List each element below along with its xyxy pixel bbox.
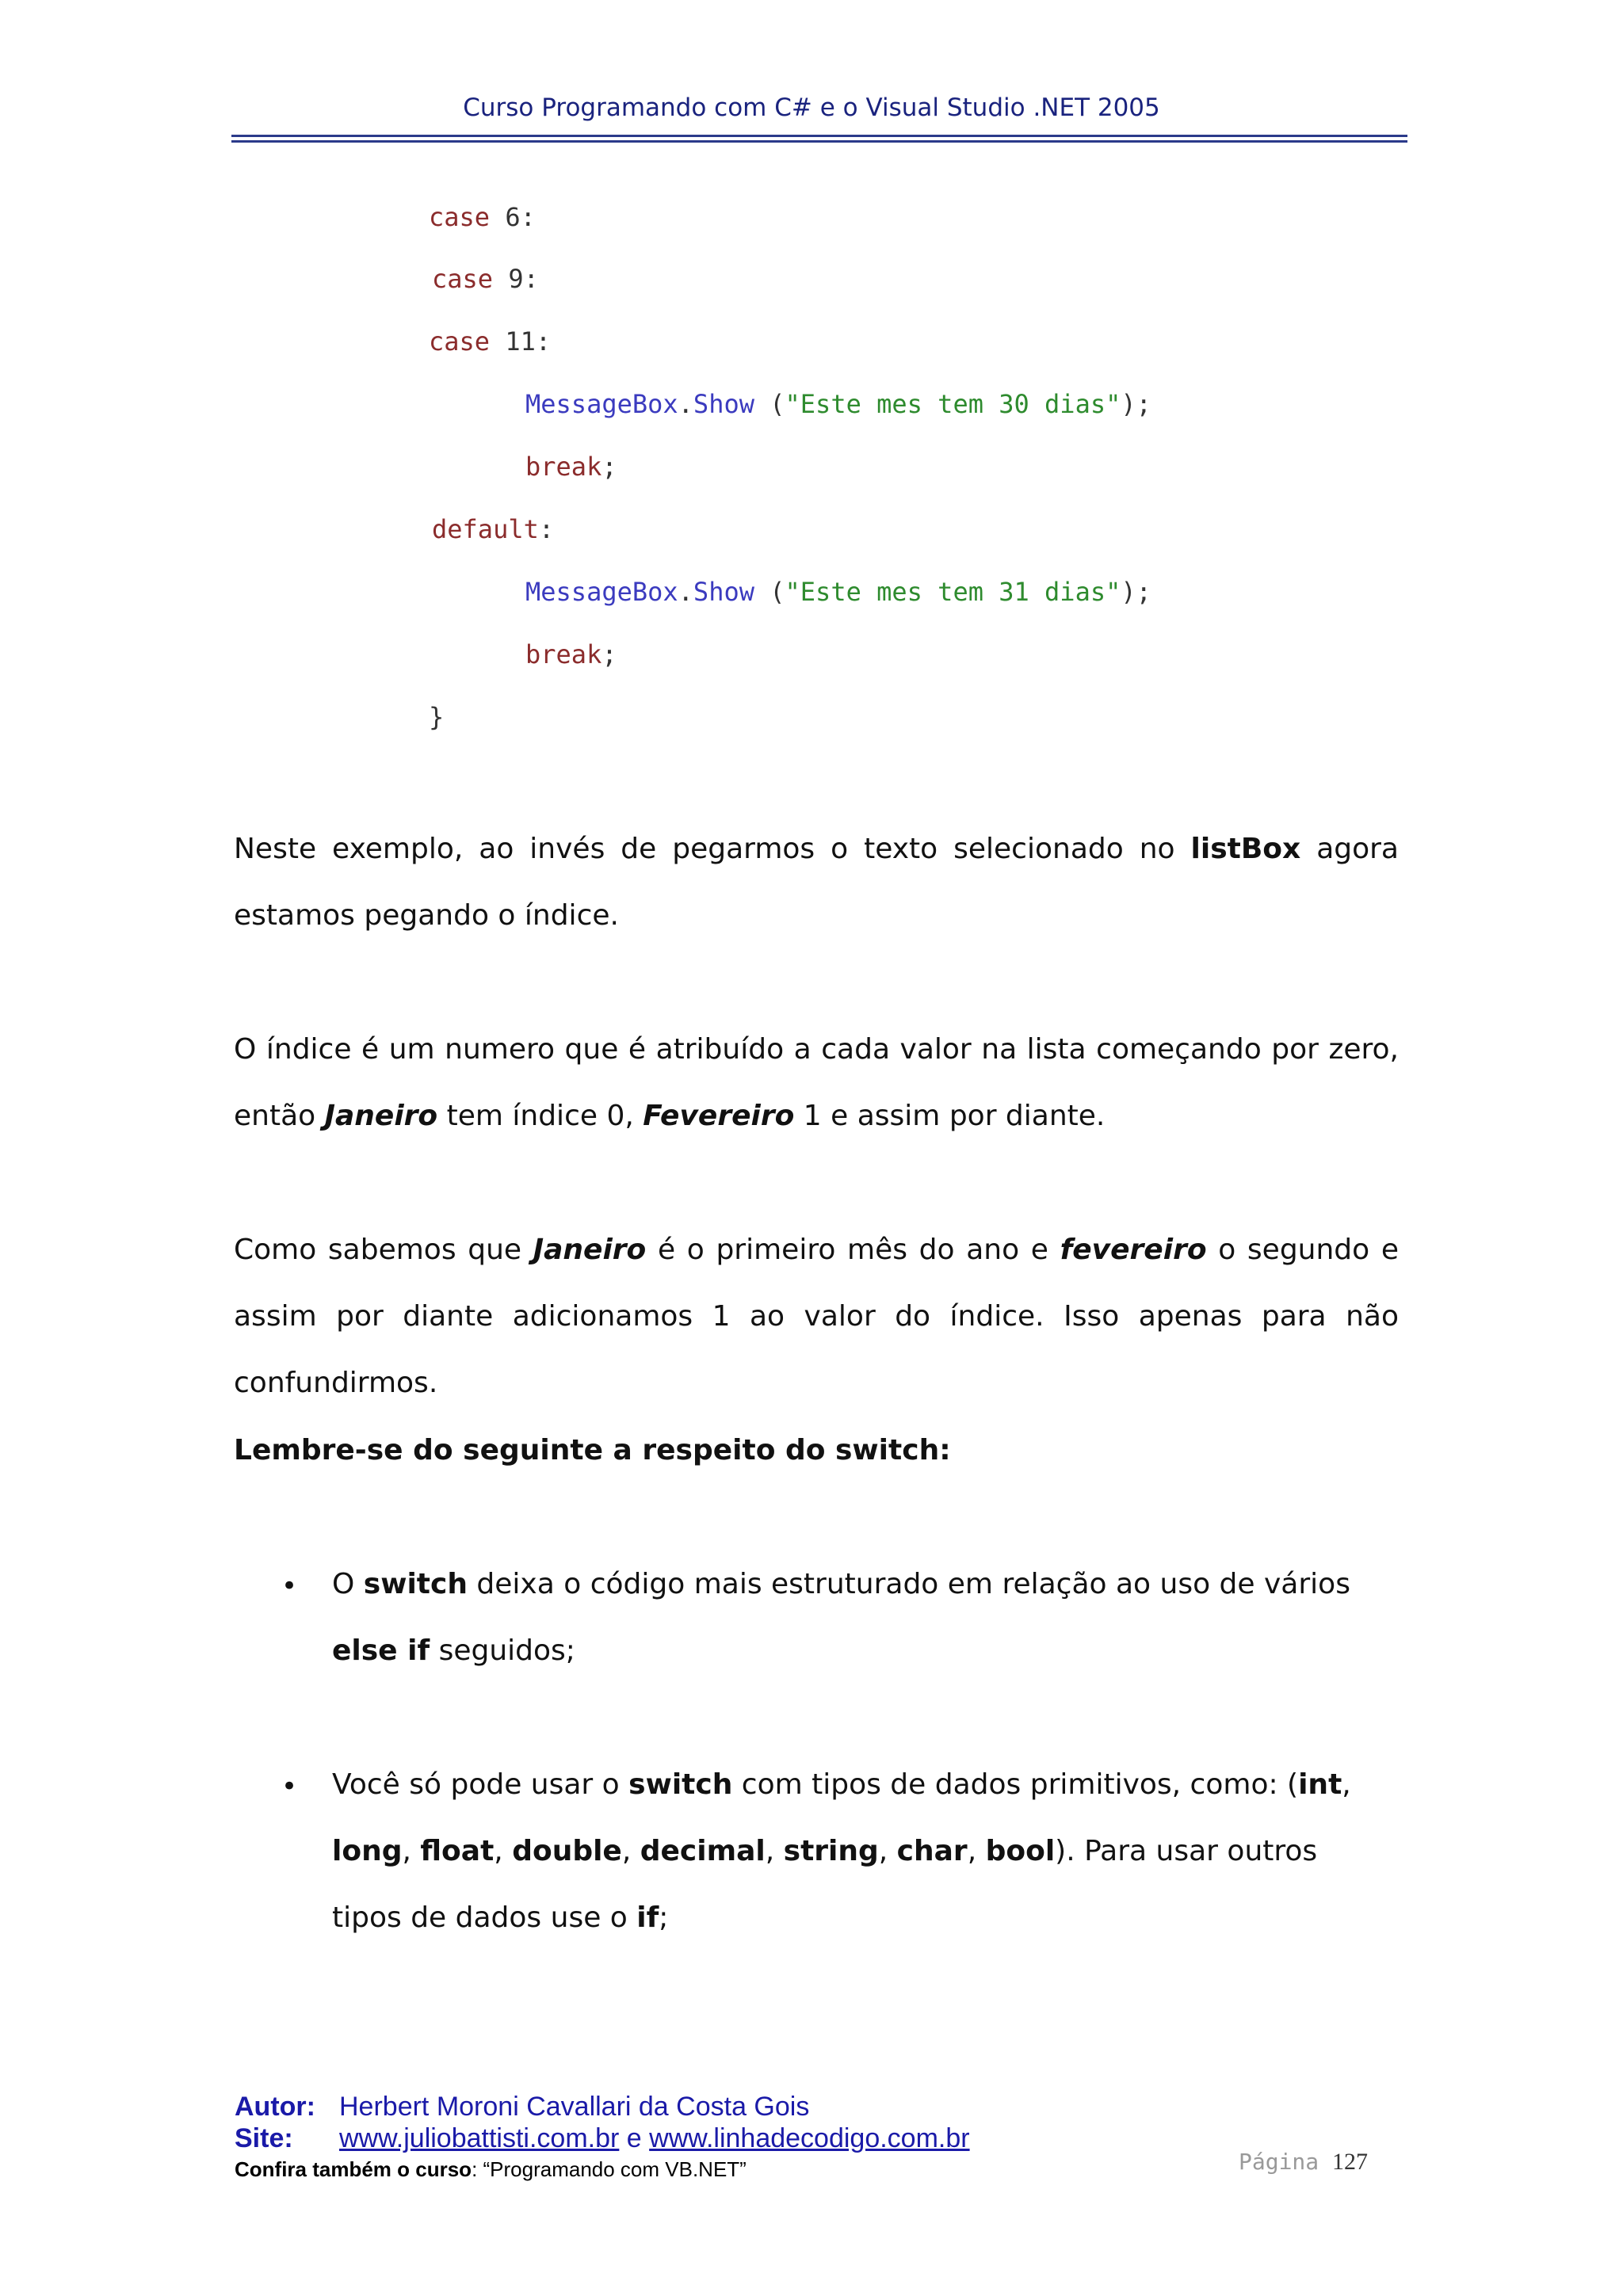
text: O [332, 1568, 364, 1600]
site-label: Site: [235, 2123, 293, 2153]
section-heading: Lembre-se do seguinte a respeito do switch: [234, 1434, 951, 1466]
author-name: Herbert Moroni Cavallari da Costa Gois [339, 2092, 810, 2122]
header-rule-top [231, 135, 1407, 137]
code-method: Show [693, 389, 754, 419]
text: agora estamos pegando o índice. [234, 833, 1399, 932]
text: deixa o código mais estruturado em relação ao uso de vários [467, 1568, 1350, 1600]
text: ). Para usar outros tipos de dados use o [332, 1835, 1318, 1934]
page-number-value: 127 [1332, 2149, 1369, 2175]
bold-term: listBox [1190, 833, 1301, 865]
emphasis-term: fevereiro [1060, 1234, 1207, 1266]
text: Neste exemplo, ao invés de pegarmos o texto selecionado no [234, 833, 1191, 865]
code-keyword: break [525, 452, 602, 482]
code-closing-brace: } [429, 702, 445, 732]
text: , [402, 1835, 421, 1867]
code-case-9 [432, 263, 539, 295]
text: , [1342, 1768, 1351, 1801]
code-class: MessageBox [525, 577, 678, 607]
text: com tipos de dados primitivos, como: ( [732, 1768, 1299, 1801]
paragraph-index-definition [234, 1016, 1399, 1150]
bold-term: int [1298, 1768, 1342, 1801]
bold-term: bool [985, 1835, 1056, 1867]
emphasis-term: Fevereiro [643, 1100, 795, 1132]
code-text: ; [601, 452, 617, 482]
code-keyword: case [429, 326, 491, 357]
page-label: Página [1239, 2149, 1319, 2175]
code-keyword: case [432, 264, 494, 294]
text: , [967, 1835, 986, 1867]
bold-term: decimal [640, 1835, 766, 1867]
course-note-label: Confira também o curso [235, 2157, 472, 2181]
code-text: ( [754, 389, 785, 419]
code-text: 6: [490, 202, 536, 232]
bold-term: switch [628, 1768, 733, 1801]
bullet-item-2 [332, 1752, 1394, 1951]
code-text: : [538, 514, 555, 544]
bold-term: float [420, 1835, 495, 1867]
header-title: Curso Programando com C# e o Visual Studio .NET 2005 [463, 93, 1160, 122]
code-text: ; [601, 639, 617, 669]
bold-term: string [783, 1835, 879, 1867]
footer-site [235, 2123, 970, 2154]
code-messagebox-30 [525, 388, 1151, 420]
text: seguidos; [430, 1634, 575, 1667]
code-keyword: default [432, 514, 539, 544]
text: , [621, 1835, 640, 1867]
code-break-1 [525, 451, 617, 482]
bold-term: char [896, 1835, 968, 1867]
code-default [432, 513, 554, 545]
bullet-item-1 [332, 1551, 1394, 1684]
bold-term: if [636, 1901, 659, 1934]
code-method: Show [693, 577, 754, 607]
text: , [878, 1835, 897, 1867]
footer-course-note [235, 2157, 747, 2182]
code-text: 9: [493, 264, 539, 294]
bold-term: else if [332, 1634, 430, 1667]
code-class: MessageBox [525, 389, 678, 419]
emphasis-term: Janeiro [533, 1234, 647, 1266]
page-number [1239, 2149, 1368, 2176]
code-text: ); [1121, 389, 1151, 419]
code-break-2 [525, 639, 617, 670]
code-keyword: break [525, 639, 602, 669]
text: ; [659, 1901, 669, 1934]
text: 1 e assim por diante. [794, 1100, 1106, 1132]
text: , [765, 1835, 784, 1867]
code-string: "Este mes tem 30 dias" [785, 389, 1121, 419]
text: o segundo e assim por diante adicionamos 1 ao valor do índice. Isso apenas para não confundirmos. [234, 1234, 1399, 1399]
code-text: 11: [490, 326, 552, 357]
code-messagebox-31 [525, 576, 1151, 608]
author-label: Autor: [235, 2092, 315, 2122]
text: é o primeiro mês do ano e [646, 1234, 1060, 1266]
course-note-text: : “Programando com VB.NET” [472, 2157, 747, 2181]
text: tem índice 0, [437, 1100, 643, 1132]
bold-term: double [512, 1835, 622, 1867]
paragraph-add-one [234, 1217, 1399, 1417]
code-case-11 [429, 326, 551, 357]
bullet-marker: • [281, 1570, 298, 1602]
code-keyword: case [429, 202, 491, 232]
paragraph-listbox-index [234, 816, 1399, 949]
text: , [494, 1835, 513, 1867]
code-text: . [678, 577, 693, 607]
text: O índice é um numero que é atribuído a cada valor na lista começando por zero, então [234, 1033, 1399, 1132]
code-text: ); [1121, 577, 1151, 607]
code-case-6 [429, 201, 536, 233]
bold-term: switch [363, 1568, 468, 1600]
site-separator: e [619, 2123, 650, 2153]
site-link-linhadecodigo[interactable]: www.linhadecodigo.com.br [649, 2123, 970, 2153]
emphasis-term: Janeiro [324, 1100, 438, 1132]
text: Como sabemos que [234, 1234, 533, 1266]
bold-term: long [332, 1835, 403, 1867]
header-rule-bottom [231, 140, 1407, 143]
code-text: ( [754, 577, 785, 607]
site-link-juliobattisti[interactable]: www.juliobattisti.com.br [339, 2123, 620, 2153]
bullet-marker: • [281, 1771, 298, 1802]
code-string: "Este mes tem 31 dias" [785, 577, 1121, 607]
site-links [339, 2123, 970, 2154]
footer-author [235, 2092, 810, 2122]
code-text: . [678, 389, 693, 419]
text: Você só pode usar o [332, 1768, 629, 1801]
